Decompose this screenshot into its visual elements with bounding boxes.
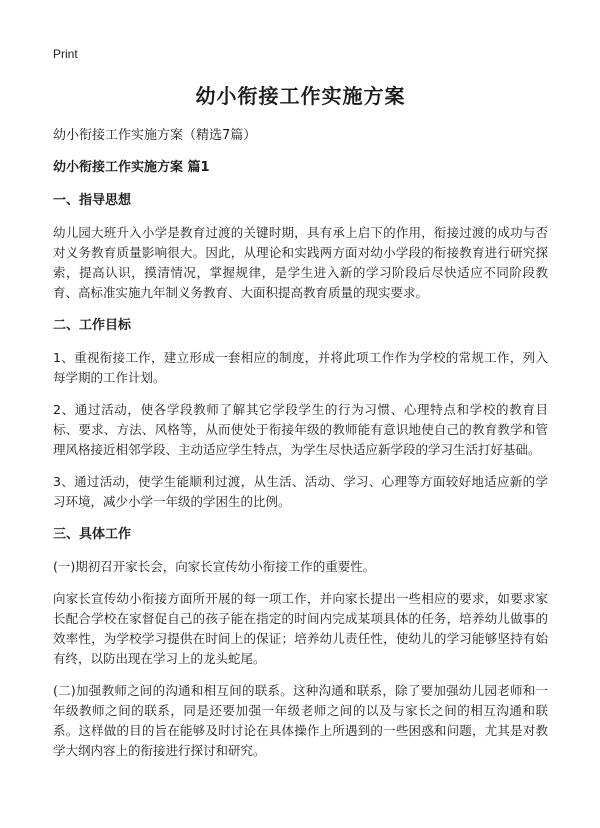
paragraph: 2、通过活动，使各学段教师了解其它学段学生的行为习惯、心理特点和学校的教育目标、要求、方法、风格等，从而使处于衔接年级的教师能有意识地使自己的教育教学和管理风格接近相邻学段、主动适应学生特点，为学生尽快适应新学段的学习生活打好基础。 <box>53 402 548 457</box>
paragraph: 1、重视衔接工作，建立形成一套相应的制度，并将此项工作作为学校的常规工作，列入每学期的工作计划。 <box>53 350 548 385</box>
part-heading: 幼小衔接工作实施方案 篇1 <box>53 160 210 175</box>
document-title: 幼小衔接工作实施方案 <box>195 84 406 108</box>
document-subtitle: 幼小衔接工作实施方案（精选7篇） <box>53 128 257 143</box>
paragraph: 3、通过活动，使学生能顺利过渡，从生活、活动、学习、心理等方面较好地适应新的学习环境，减少小学一年级的学困生的比例。 <box>53 474 548 509</box>
paragraph: (二)加强教师之间的沟通和相互间的联系。这种沟通和联系，除了要加强幼儿园老师和一年级教师之间的联系，同是还要加强一年级老师之间的以及与家长之间的相互沟通和联系。这样做的目的旨在能够及时讨论在具体操作上所遇到的一些困惑和问题，尤其是对教学大纲内容上的衔接进行探讨和研究。 <box>53 683 548 758</box>
section-guiding-ideology <box>53 191 548 303</box>
paragraph: (一)期初召开家长会，向家长宣传幼小衔接工作的重要性。 <box>53 559 376 574</box>
section-heading: 二、工作目标 <box>53 318 132 333</box>
section-specific-work <box>53 525 548 761</box>
paragraph: 幼儿园大班升入小学是教育过渡的关键时期，具有承上启下的作用，衔接过渡的成功与否对义务教育质量影响很大。因此，从理论和实践两方面对幼小学段的衔接教育进行研究探索，提高认识，摸清情况，掌握规律，是学生进入新的学习阶段后尽快适应不同阶段教育、高标准实施九年制义务教育、大面积提高教育质量的现实要求。 <box>53 225 548 300</box>
section-heading: 一、指导思想 <box>53 193 132 208</box>
section-work-goals <box>53 316 548 512</box>
paragraph: 向家长宣传幼小衔接方面所开展的每一项工作，并向家长提出一些相应的要求，如要求家长配合学校在家督促自己的孩子能在指定的时间内完成某项具体的任务，培养幼儿做事的效率性，为学校学习提供在时间上的保证；培养幼儿责任性，使幼儿的学习能够坚持有始有终，以防出现在学习上的龙头蛇尾。 <box>53 591 548 666</box>
section-heading: 三、具体工作 <box>53 527 132 542</box>
print-label[interactable]: Print <box>53 47 78 61</box>
